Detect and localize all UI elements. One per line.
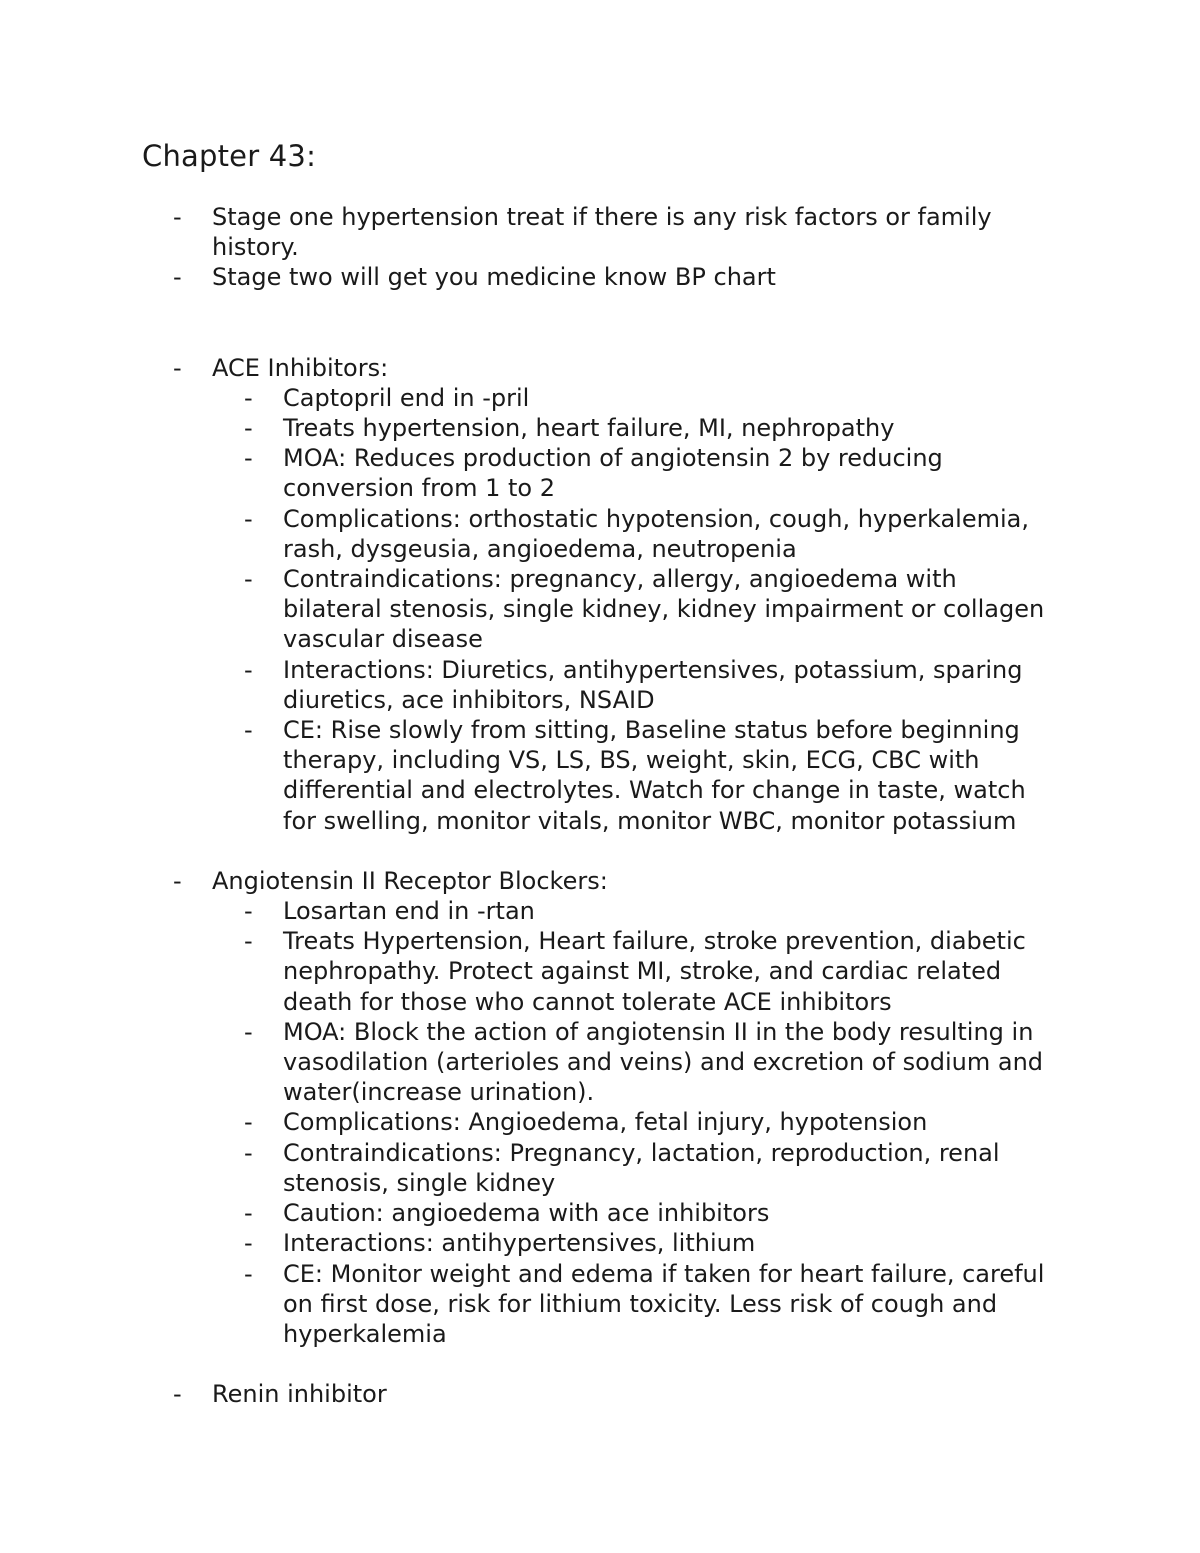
sub-list-item xyxy=(0,1107,1200,1137)
sub-list xyxy=(212,896,1200,1349)
intro-item: Stage one hypertension treat if there is any risk factors or family history. xyxy=(212,203,992,262)
section-renin-inhibitor xyxy=(0,1379,1200,1409)
bullet-dash: - xyxy=(244,444,253,473)
item-text: Complications: orthostatic hypotension, cough, hyperkalemia, rash, dysgeusia, angioedema, neutropenia xyxy=(283,504,1029,563)
intro-item: Stage two will get you medicine know BP chart xyxy=(212,263,776,292)
item-text: CE: Monitor weight and edema if taken for heart failure, careful on first dose, risk for lithium toxicity. Less risk of cough and hyperkalemia xyxy=(283,1259,1045,1348)
item-text: Caution: angioedema with ace inhibitors xyxy=(283,1199,770,1228)
section-heading: Renin inhibitor xyxy=(212,1380,387,1409)
item-text: Contraindications: pregnancy, allergy, angioedema with bilateral stenosis, single kidney, kidney impairment or collagen vascular disease xyxy=(283,565,1045,654)
bullet-dash: - xyxy=(173,263,182,292)
bullet-dash: - xyxy=(244,1017,253,1046)
bullet-dash: - xyxy=(173,353,182,382)
sub-list-item xyxy=(0,1138,1200,1198)
bullet-dash: - xyxy=(244,1108,253,1137)
sub-list-item xyxy=(0,564,1200,655)
bullet-dash: - xyxy=(244,414,253,443)
sub-list-item xyxy=(0,1259,1200,1350)
list-item xyxy=(0,202,1200,262)
bullet-dash: - xyxy=(244,1199,253,1228)
item-text: Complications: Angioedema, fetal injury, hypotension xyxy=(283,1108,928,1137)
item-text: CE: Rise slowly from sitting, Baseline status before beginning therapy, including VS, LS, BS, weight, skin, ECG, CBC with differential and electrolytes. Watch for change in taste, watch for swelling, monitor vitals, monitor WBC, monitor potassium xyxy=(283,716,1026,835)
list-item xyxy=(0,262,1200,292)
sub-list-item xyxy=(0,413,1200,443)
item-text: Captopril end in -pril xyxy=(283,383,530,412)
bullet-dash: - xyxy=(244,927,253,956)
item-text: Losartan end in -rtan xyxy=(283,897,535,926)
bullet-dash: - xyxy=(244,655,253,684)
sub-list-item xyxy=(0,504,1200,564)
bullet-dash: - xyxy=(173,1380,182,1409)
section-heading: Angiotensin II Receptor Blockers: xyxy=(212,866,608,895)
bullet-dash: - xyxy=(244,1229,253,1258)
bullet-dash: - xyxy=(244,504,253,533)
spacer xyxy=(0,836,1200,866)
sub-list xyxy=(212,383,1200,836)
bullet-dash: - xyxy=(244,716,253,745)
bullet-dash: - xyxy=(244,565,253,594)
item-text: Treats hypertension, heart failure, MI, nephropathy xyxy=(283,414,895,443)
item-text: Interactions: antihypertensives, lithium xyxy=(283,1229,756,1258)
item-text: Treats Hypertension, Heart failure, stroke prevention, diabetic nephropathy. Protect against MI, stroke, and cardiac related death for those who cannot tolerate ACE inhibitors xyxy=(283,927,1026,1016)
item-text: MOA: Reduces production of angiotensin 2 by reducing conversion from 1 to 2 xyxy=(283,444,943,503)
spacer xyxy=(0,293,1200,353)
sub-list-item xyxy=(0,1228,1200,1258)
section-ace-inhibitors xyxy=(0,353,1200,836)
bullet-dash: - xyxy=(244,1138,253,1167)
sub-list-item xyxy=(0,715,1200,836)
sub-list-item xyxy=(0,1017,1200,1108)
section-arbs xyxy=(0,866,1200,1349)
bullet-dash: - xyxy=(173,866,182,895)
sub-list-item xyxy=(0,383,1200,413)
sub-list-item xyxy=(0,896,1200,926)
sub-list-item xyxy=(0,1198,1200,1228)
bullet-dash: - xyxy=(244,1259,253,1288)
spacer xyxy=(0,1349,1200,1379)
bullet-dash: - xyxy=(244,897,253,926)
section-heading: ACE Inhibitors: xyxy=(212,353,389,382)
sub-list-item xyxy=(0,443,1200,503)
sub-list-item xyxy=(0,655,1200,715)
bullet-dash: - xyxy=(244,383,253,412)
item-text: MOA: Block the action of angiotensin II in the body resulting in vasodilation (arterioles and veins) and excretion of sodium and water(increase urination). xyxy=(283,1017,1044,1107)
item-text: Interactions: Diuretics, antihypertensives, potassium, sparing diuretics, ace inhibitors, NSAID xyxy=(283,655,1023,714)
notes-list xyxy=(0,202,1200,1409)
item-text: Contraindications: Pregnancy, lactation, reproduction, renal stenosis, single kidney xyxy=(283,1138,1000,1197)
bullet-dash: - xyxy=(173,203,182,231)
page-title: Chapter 43: xyxy=(142,139,317,173)
sub-list-item xyxy=(0,926,1200,1017)
